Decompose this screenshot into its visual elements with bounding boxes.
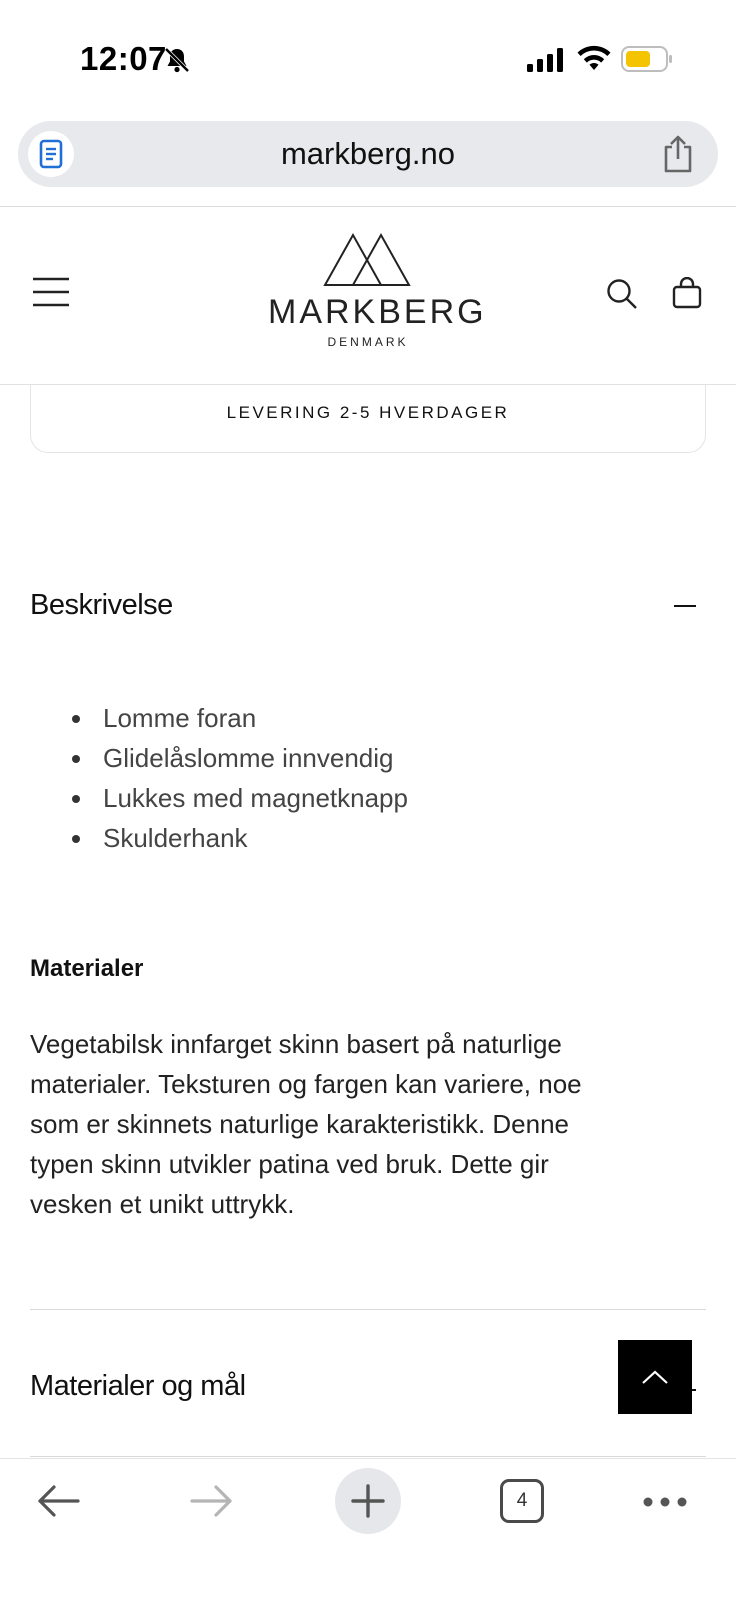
list-item: Lomme foran [70, 698, 408, 738]
delivery-info-box [30, 385, 706, 453]
minus-icon [674, 605, 696, 607]
chevron-up-icon [641, 1369, 669, 1385]
back-arrow-icon[interactable] [36, 1483, 80, 1519]
signal-icon [527, 48, 565, 72]
address-bar[interactable] [18, 121, 718, 187]
tabs-button[interactable]: 4 [500, 1479, 544, 1523]
feature-list [70, 698, 408, 858]
more-icon[interactable] [643, 1497, 687, 1507]
delivery-text: LEVERING 2-5 HVERDAGER [226, 403, 510, 422]
list-item: Glidelåslomme innvendig [70, 738, 408, 778]
mountain-logo-icon [323, 231, 413, 287]
list-item: Skulderhank [70, 818, 408, 858]
materials-heading: Materialer [30, 955, 144, 982]
status-bar [0, 0, 736, 118]
brand-sub: DENMARK [327, 335, 409, 349]
accordion-description-title: Beskrivelse [30, 589, 173, 621]
bag-icon[interactable] [672, 277, 702, 309]
site-header [0, 207, 736, 385]
search-icon[interactable] [606, 278, 638, 310]
divider [30, 1456, 706, 1457]
reader-icon [39, 139, 63, 169]
brand-logo[interactable] [268, 231, 487, 361]
new-tab-button[interactable] [335, 1468, 401, 1534]
divider [30, 1309, 706, 1310]
brand-name: MARKBERG [268, 293, 487, 331]
status-time: 12:07 [80, 40, 167, 77]
materials-paragraph: Vegetabilsk innfarget skinn basert på naturlige materialer. Teksturen og fargen kan variere, noe som er skinnets naturlige karakteristikk. Denne typen skinn utvikler patina ved bruk. Dette gir vesken et unikt uttrykk. [30, 1029, 582, 1219]
list-item: Lukkes med magnetknapp [70, 778, 408, 818]
accordion-description-header[interactable] [30, 575, 706, 635]
accordion-materials-size-title[interactable]: Materialer og mål [30, 1370, 246, 1402]
bell-slash-icon [163, 46, 191, 74]
wifi-icon [576, 44, 612, 72]
browser-toolbar [0, 1458, 736, 1600]
share-icon[interactable] [660, 135, 696, 173]
reader-button[interactable] [28, 131, 74, 177]
forward-arrow-icon[interactable] [190, 1483, 234, 1519]
menu-icon[interactable] [33, 277, 69, 307]
battery-icon [621, 46, 673, 72]
back-to-top-button[interactable] [618, 1340, 692, 1414]
url-text[interactable]: markberg.no [280, 136, 456, 171]
plus-icon [351, 1484, 385, 1518]
